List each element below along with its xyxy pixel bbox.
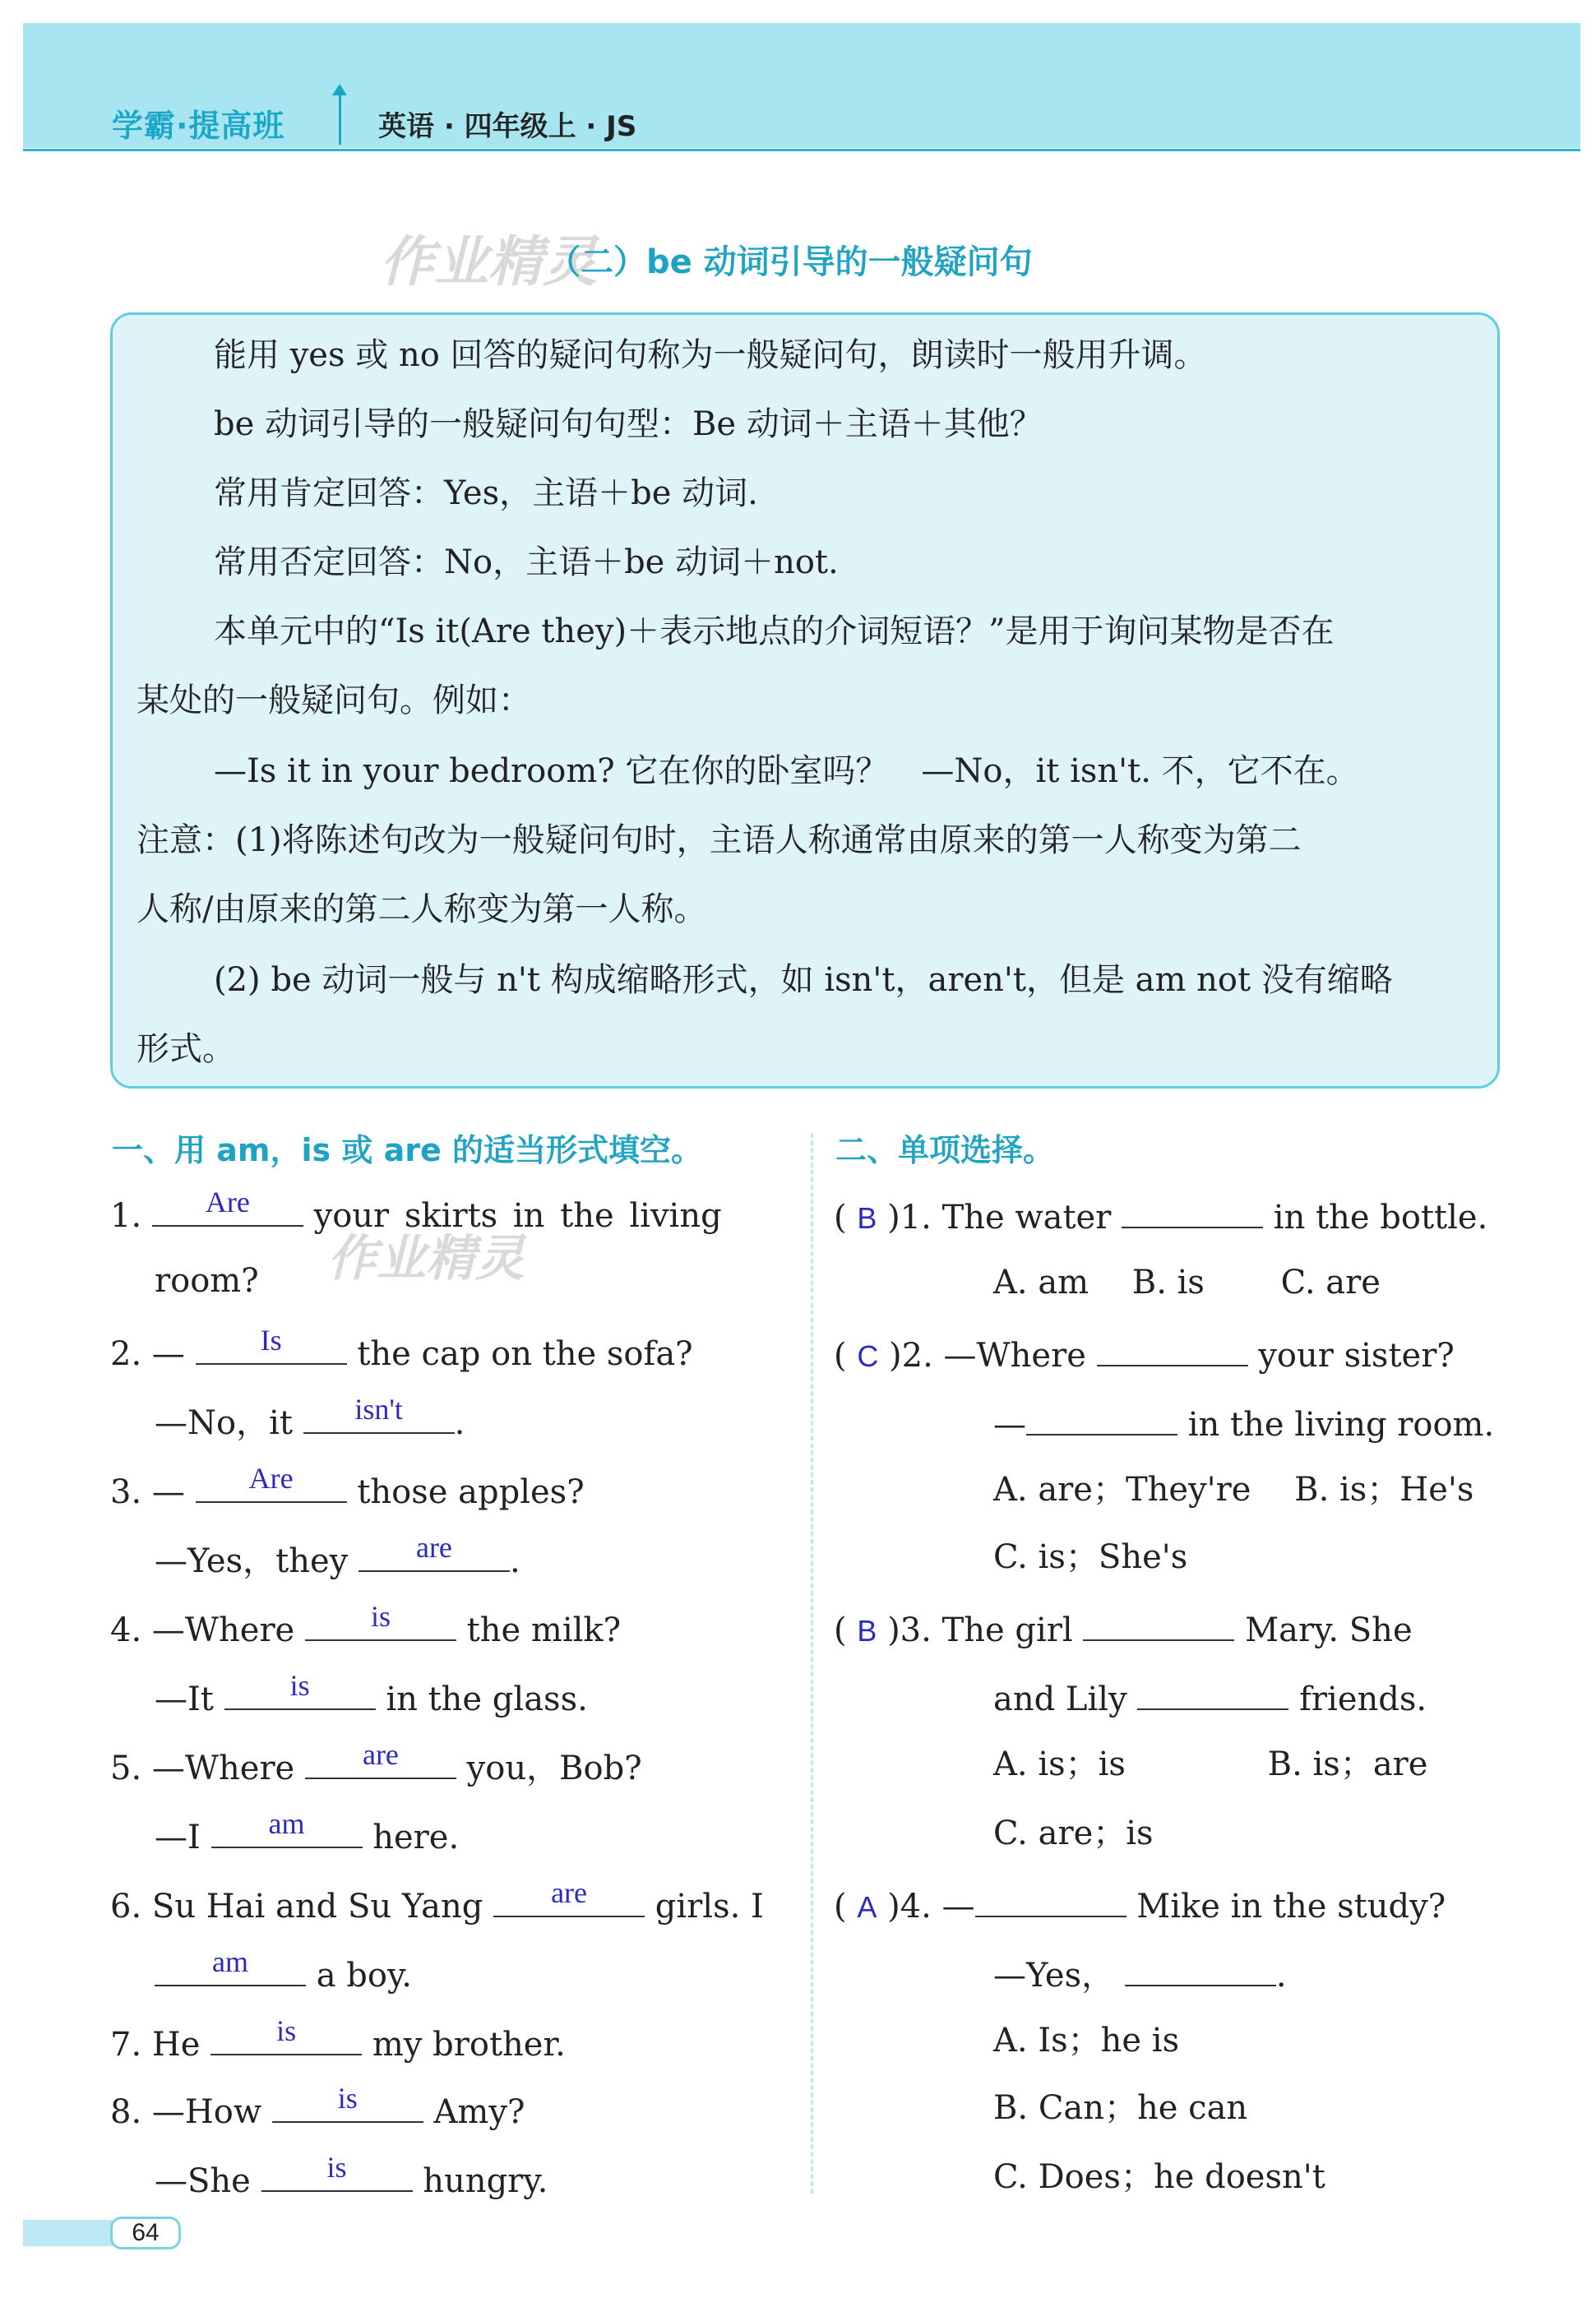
answer-blank[interactable] bbox=[152, 1186, 303, 1227]
p2-question-3: ( B )3. The girl Mary. She bbox=[834, 1611, 1413, 1649]
question-text: in the bottle. bbox=[1273, 1199, 1488, 1237]
question-text: . bbox=[1275, 1957, 1287, 1995]
answer-text: Are bbox=[248, 1462, 294, 1495]
answer-blank[interactable] bbox=[196, 1462, 347, 1503]
question-number: )2. bbox=[889, 1337, 933, 1375]
p1-question-2 bbox=[110, 1324, 693, 1373]
question-number: 8. bbox=[110, 2093, 142, 2131]
question-text: in the glass. bbox=[386, 1681, 588, 1718]
question-text: —Yes， bbox=[993, 1957, 1115, 1995]
question-number: 3. bbox=[110, 1473, 142, 1511]
answer-blank[interactable] bbox=[155, 1945, 306, 1986]
question-number: 2. bbox=[110, 1335, 142, 1373]
watermark: 作业精灵 bbox=[380, 230, 597, 294]
question-text: —It bbox=[155, 1681, 214, 1718]
question-text: the milk? bbox=[466, 1611, 622, 1649]
subject-title: 英语 · 四年级上 · JS bbox=[378, 110, 637, 143]
question-number: 1. bbox=[110, 1197, 142, 1235]
question-text: —Where bbox=[151, 1611, 295, 1649]
answer-blank[interactable] bbox=[493, 1876, 645, 1917]
question-text: you，Bob? bbox=[466, 1750, 642, 1787]
p2-options: A. Is；he is bbox=[993, 2022, 1180, 2060]
question-number: 4. bbox=[110, 1611, 142, 1649]
answer-blank[interactable] bbox=[261, 2151, 413, 2192]
answer-text: is bbox=[326, 2151, 347, 2184]
choice-answer[interactable]: B bbox=[857, 1614, 877, 1648]
p2-options: B. Can；he can bbox=[993, 2089, 1248, 2127]
p1-question-3 bbox=[110, 1462, 585, 1511]
grammar-line: —Is it in your bedroom? 它在你的卧室吗？ —No，it isn't. 不，它不在。 bbox=[214, 752, 1359, 790]
question-text: Mary. She bbox=[1245, 1611, 1413, 1649]
answer-blank[interactable] bbox=[211, 1807, 363, 1848]
question-text: — bbox=[941, 1888, 975, 1926]
p2-question-4-reply bbox=[993, 1955, 1287, 1995]
question-text: in the living room. bbox=[1187, 1406, 1495, 1444]
question-text: friends. bbox=[1299, 1681, 1427, 1718]
p1-question-5-reply bbox=[155, 1807, 460, 1856]
p1-question-5 bbox=[110, 1738, 642, 1787]
answer-blank[interactable] bbox=[1137, 1679, 1288, 1710]
answer-text: are bbox=[415, 1531, 452, 1564]
answer-blank[interactable] bbox=[975, 1886, 1126, 1917]
answer-blank[interactable] bbox=[210, 2014, 362, 2055]
p1-question-6 bbox=[110, 1876, 764, 1926]
answer-text: isn't bbox=[354, 1393, 403, 1426]
answer-blank[interactable] bbox=[359, 1531, 510, 1572]
watermark: 作业精灵 bbox=[327, 1230, 525, 1288]
question-text: Amy? bbox=[433, 2093, 525, 2131]
footer-bar bbox=[23, 2220, 113, 2246]
answer-text: is bbox=[370, 1600, 391, 1633]
column-divider bbox=[811, 1133, 813, 2194]
answer-blank[interactable] bbox=[303, 1393, 455, 1434]
p2-options: A. are；They're B. is；He's bbox=[993, 1471, 1474, 1509]
p2-options: C. is；She's bbox=[993, 1538, 1188, 1576]
brand-title: 学霸·提高班 bbox=[112, 108, 285, 144]
grammar-line: (2) be 动词一般与 n't 构成缩略形式，如 isn't，aren't，但是 am not 没有缩略 bbox=[214, 961, 1393, 999]
choice-answer[interactable]: A bbox=[857, 1890, 877, 1924]
answer-text: am bbox=[268, 1807, 305, 1840]
p1-question-2-reply bbox=[155, 1393, 465, 1442]
question-text: the cap on the sofa? bbox=[357, 1335, 693, 1373]
question-number: )4. bbox=[887, 1888, 932, 1926]
grammar-line: 某处的一般疑问句。例如： bbox=[136, 682, 531, 719]
grammar-line: 能用 yes 或 no 回答的疑问句称为一般疑问句，朗读时一般用升调。 bbox=[214, 336, 1207, 374]
answer-blank[interactable] bbox=[272, 2082, 423, 2123]
p2-question-1: ( B )1. The water in the bottle. bbox=[834, 1199, 1488, 1237]
choice-answer[interactable]: C bbox=[857, 1339, 879, 1373]
p2-options: C. are；is bbox=[993, 1815, 1154, 1852]
answer-text: are bbox=[551, 1876, 588, 1909]
answer-blank[interactable] bbox=[1026, 1404, 1177, 1436]
question-number: 5. bbox=[110, 1750, 142, 1787]
question-text: your sister? bbox=[1258, 1337, 1455, 1375]
grammar-line: 本单元中的“Is it(Are they)＋表示地点的介词短语？”是用于询问某物是否在 bbox=[214, 613, 1335, 650]
answer-blank[interactable] bbox=[305, 1738, 456, 1779]
p1-question-8-reply bbox=[155, 2151, 548, 2200]
answer-text: is bbox=[276, 2014, 297, 2047]
question-text: . bbox=[454, 1404, 465, 1442]
p2-options: A. am B. is C. are bbox=[993, 1264, 1381, 1301]
answer-blank[interactable] bbox=[196, 1324, 347, 1365]
answer-blank[interactable] bbox=[1122, 1197, 1263, 1228]
answer-text: Are bbox=[205, 1186, 250, 1218]
answer-text: am bbox=[212, 1945, 248, 1978]
p1-question-4-reply bbox=[155, 1669, 588, 1718]
question-text: —I bbox=[155, 1819, 201, 1856]
answer-blank[interactable] bbox=[305, 1600, 456, 1641]
p1-question-6-cont bbox=[155, 1945, 412, 1995]
question-text: Mike in the study? bbox=[1136, 1888, 1446, 1926]
question-text: and Lily bbox=[993, 1681, 1127, 1718]
question-text: — bbox=[151, 1473, 185, 1511]
question-text: He bbox=[151, 2026, 201, 2064]
question-text: The water bbox=[941, 1199, 1112, 1237]
question-text: your skirts in the living bbox=[313, 1197, 722, 1235]
grammar-line: 注意：(1)将陈述句改为一般疑问句时，主语人称通常由原来的第一人称变为第二 bbox=[136, 821, 1302, 859]
question-text: — bbox=[993, 1406, 1026, 1444]
p1-question-3-reply bbox=[155, 1531, 520, 1580]
answer-blank[interactable] bbox=[1083, 1610, 1234, 1641]
part1-heading: 一、用 am，is 或 are 的适当形式填空。 bbox=[112, 1132, 702, 1168]
question-text: —No，it bbox=[155, 1404, 293, 1442]
page-number: 64 bbox=[110, 2217, 181, 2249]
grammar-line: 形式。 bbox=[136, 1030, 235, 1068]
arrow-up-icon bbox=[339, 92, 341, 145]
grammar-line: 人称/由原来的第二人称变为第一人称。 bbox=[136, 890, 707, 928]
answer-blank[interactable] bbox=[1125, 1955, 1276, 1986]
answer-text: is bbox=[337, 2082, 358, 2115]
question-number: )3. bbox=[887, 1611, 932, 1649]
question-text: girls. I bbox=[655, 1888, 764, 1926]
p1-question-8 bbox=[110, 2082, 525, 2131]
question-text: Su Hai and Su Yang bbox=[151, 1888, 483, 1926]
answer-blank[interactable] bbox=[224, 1669, 376, 1710]
question-text: —She bbox=[155, 2162, 251, 2200]
question-text: —Where bbox=[943, 1337, 1086, 1375]
p2-question-2-reply bbox=[993, 1404, 1495, 1444]
question-text: — bbox=[151, 1335, 185, 1373]
question-text: a boy. bbox=[316, 1957, 412, 1995]
p1-question-1-cont: room? bbox=[155, 1262, 259, 1300]
choice-answer[interactable]: B bbox=[857, 1201, 877, 1235]
grammar-line: 常用肯定回答：Yes，主语＋be 动词. bbox=[214, 474, 758, 512]
question-text: . bbox=[509, 1542, 520, 1580]
p2-options: C. Does；he doesn't bbox=[993, 2158, 1325, 2196]
p2-question-2: ( C )2. —Where your sister? bbox=[834, 1337, 1455, 1375]
question-text: The girl bbox=[941, 1611, 1073, 1649]
question-text: my brother. bbox=[372, 2026, 566, 2064]
grammar-line: 常用否定回答：No，主语＋be 动词＋not. bbox=[214, 543, 839, 581]
section-title: （二）be 动词引导的一般疑问句 bbox=[548, 243, 1033, 281]
header-divider bbox=[23, 149, 1580, 151]
question-text: —How bbox=[151, 2093, 262, 2131]
question-text: hungry. bbox=[423, 2162, 548, 2200]
answer-text: Is bbox=[260, 1324, 282, 1357]
p2-question-3-cont bbox=[993, 1679, 1427, 1716]
part2-heading: 二、单项选择。 bbox=[835, 1132, 1055, 1168]
p1-question-1 bbox=[110, 1186, 722, 1235]
answer-blank[interactable] bbox=[1097, 1335, 1248, 1366]
answer-text: are bbox=[362, 1738, 399, 1771]
p2-question-4: ( A )4. — Mike in the study? bbox=[834, 1888, 1446, 1926]
question-text: —Yes，they bbox=[155, 1542, 349, 1580]
question-text: here. bbox=[372, 1819, 460, 1856]
question-number: )1. bbox=[887, 1199, 932, 1237]
answer-text: is bbox=[289, 1669, 310, 1702]
question-number: 6. bbox=[110, 1888, 142, 1926]
p2-options: A. is；is B. is；are bbox=[993, 1745, 1428, 1783]
question-text: those apples? bbox=[357, 1473, 585, 1511]
question-text: —Where bbox=[151, 1750, 295, 1787]
grammar-line: be 动词引导的一般疑问句句型：Be 动词＋主语＋其他？ bbox=[214, 405, 1043, 443]
p1-question-4 bbox=[110, 1600, 622, 1649]
question-number: 7. bbox=[110, 2026, 142, 2064]
p1-question-7 bbox=[110, 2014, 566, 2064]
